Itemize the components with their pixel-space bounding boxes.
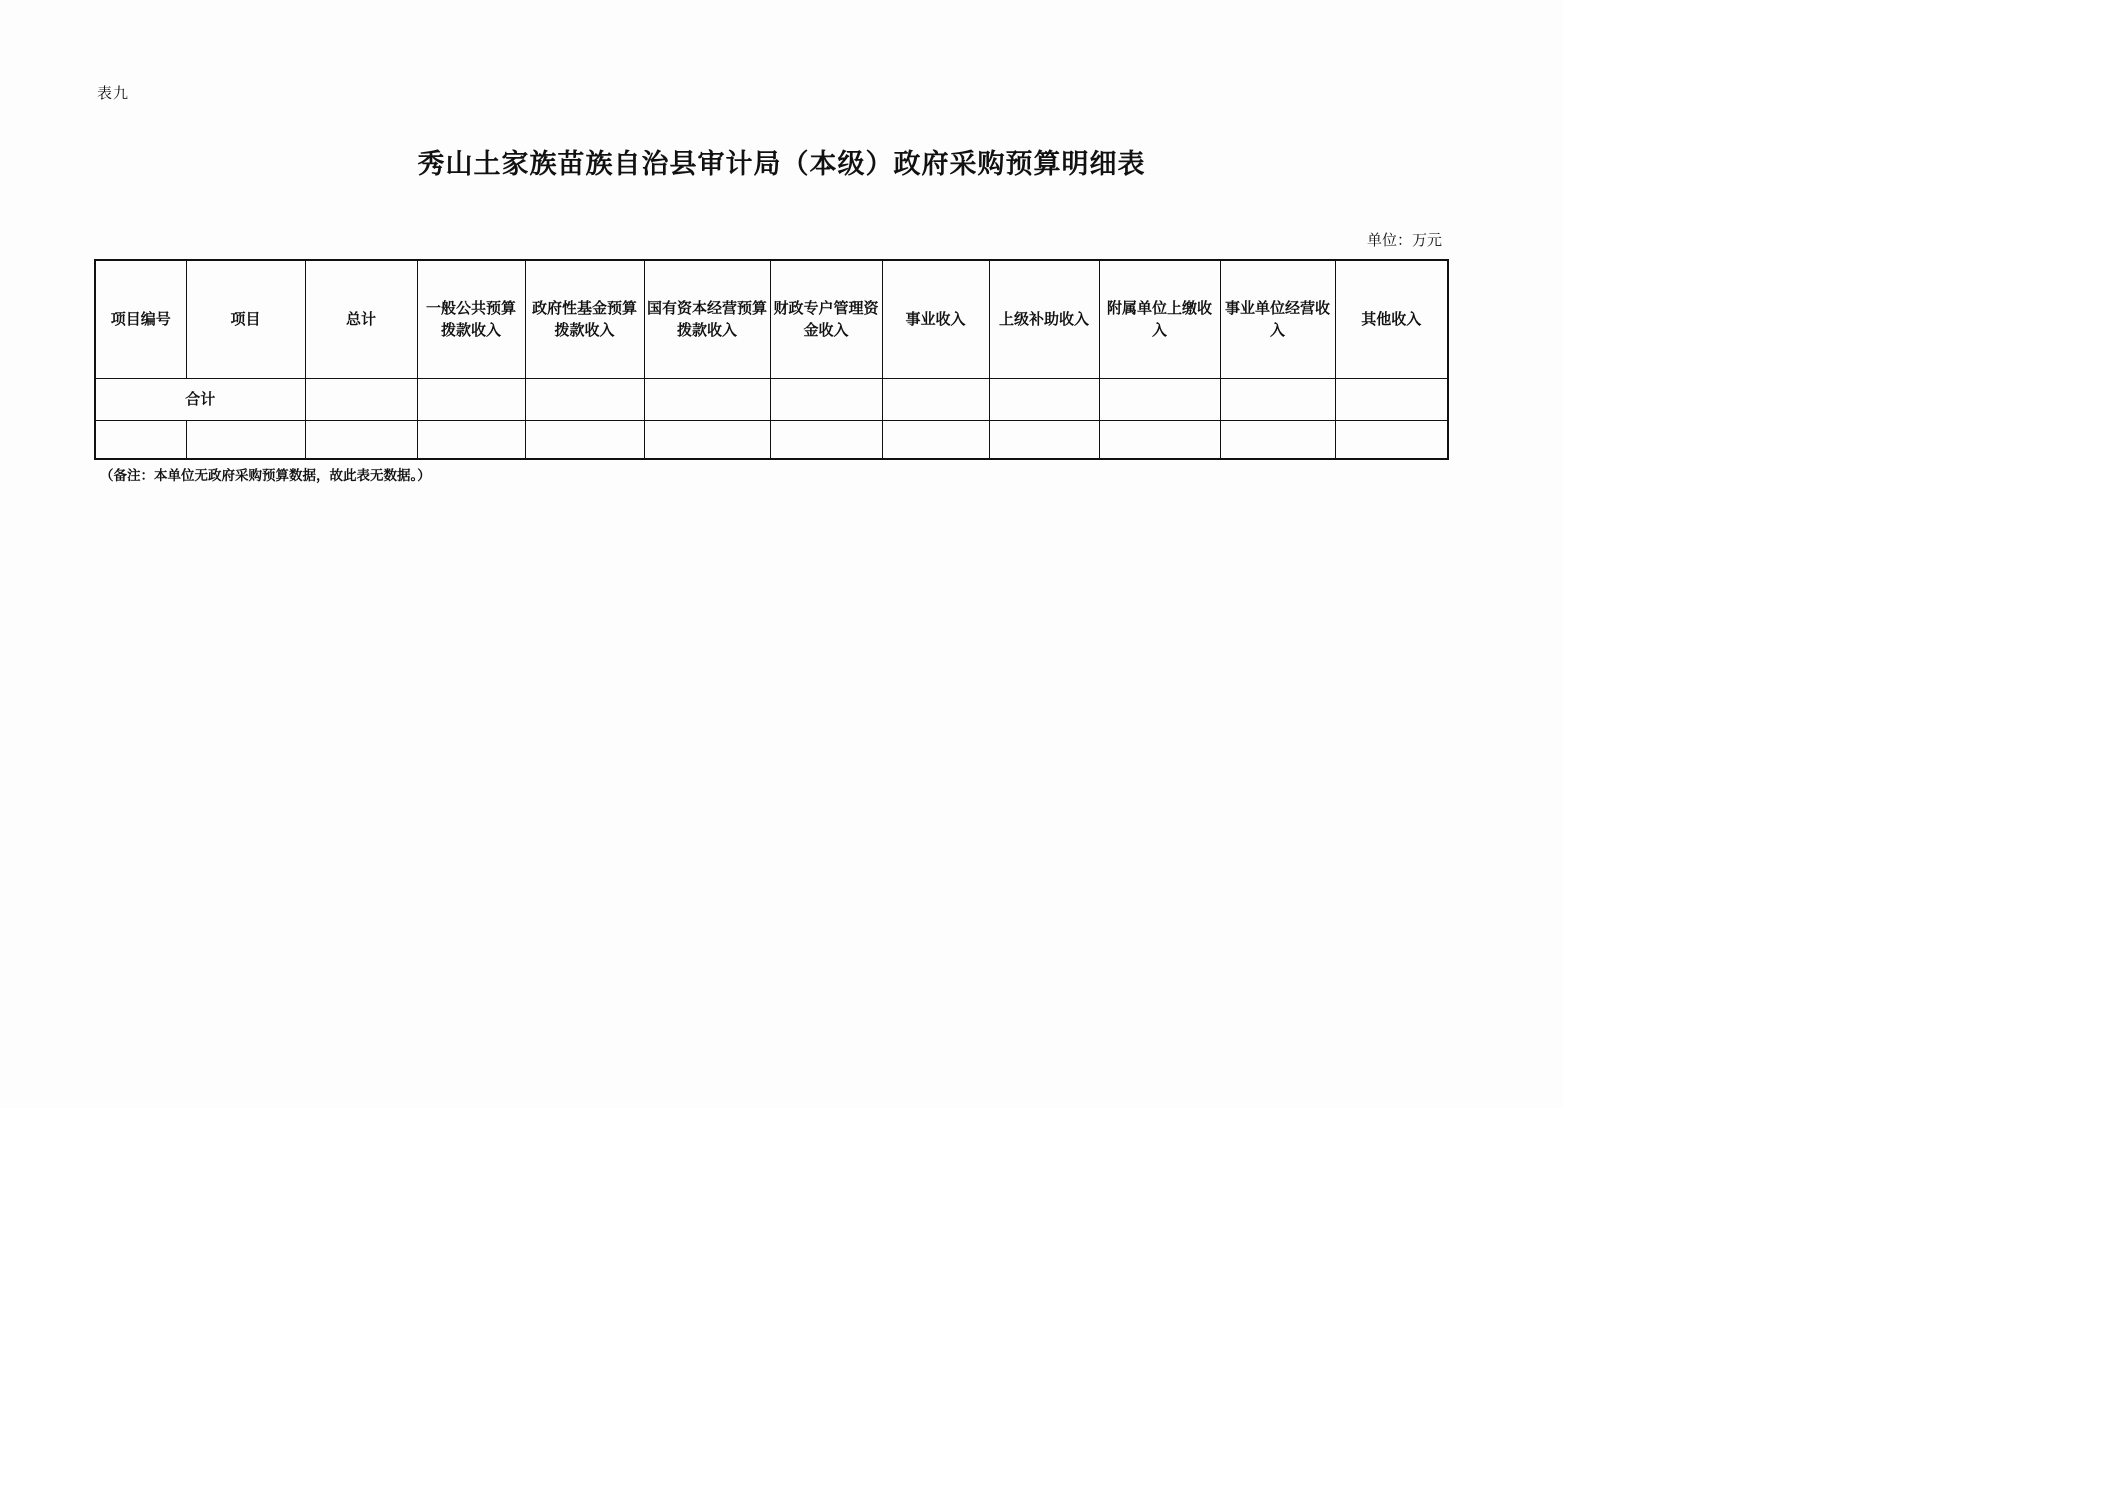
total-row [95,378,1448,420]
table-cell [770,420,882,459]
table-cell [1335,420,1448,459]
table-cell [770,378,882,420]
table-cell [186,420,305,459]
header-operating-income: 事业单位经营收入 [1220,260,1335,378]
table-cell [417,420,525,459]
header-special-account: 财政专户管理资金收入 [770,260,882,378]
header-superior-subsidy: 上级补助收入 [989,260,1099,378]
table-cell [525,378,644,420]
table-cell [1335,378,1448,420]
header-general-budget: 一般公共预算拨款收入 [417,260,525,378]
table-cell [644,378,770,420]
table-cell [882,420,989,459]
unit-label: 单位：万元 [1366,231,1442,249]
table-cell [1099,420,1220,459]
table-row [95,420,1448,459]
table-cell [989,420,1099,459]
header-total: 总计 [305,260,417,378]
table-header-row [95,260,1448,378]
header-project-code: 项目编号 [95,260,186,378]
table-number: 表九 [97,84,130,102]
page-title: 秀山土家族苗族自治县审计局（本级）政府采购预算明细表 [417,149,1146,180]
header-affiliated-units: 附属单位上缴收入 [1099,260,1220,378]
table-cell [1099,378,1220,420]
table-cell [989,378,1099,420]
table-cell [417,378,525,420]
table-cell [305,378,417,420]
header-business-income: 事业收入 [882,260,989,378]
header-other-income: 其他收入 [1335,260,1448,378]
total-label: 合计 [95,378,305,420]
header-state-capital: 国有资本经营预算拨款收入 [644,260,770,378]
procurement-budget-table [94,259,1449,460]
footnote: （备注：本单位无政府采购预算数据，故此表无数据。） [100,468,431,484]
table-cell [1220,378,1335,420]
table-cell [644,420,770,459]
table-cell [525,420,644,459]
table-cell [882,378,989,420]
table-cell [305,420,417,459]
header-gov-fund: 政府性基金预算拨款收入 [525,260,644,378]
header-project: 项目 [186,260,305,378]
table-cell [1220,420,1335,459]
table-cell [95,420,186,459]
